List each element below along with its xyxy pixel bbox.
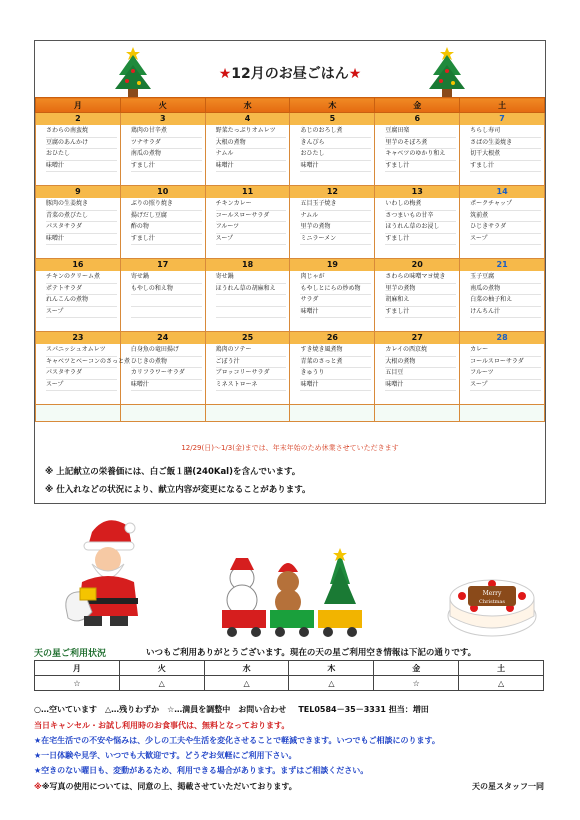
day-cell: [375, 259, 460, 332]
day-cell: [205, 186, 290, 259]
day-number: 12: [290, 186, 374, 198]
week-row: [36, 113, 545, 186]
menu-item: チキンカレー: [216, 199, 287, 211]
menu-item: 玉子豆腐: [470, 272, 541, 284]
menu-item: 味噌汁: [300, 380, 371, 392]
menu-item: さばの生姜焼き: [470, 138, 541, 150]
phone-number: TEL0584－35－3331: [298, 705, 386, 714]
availability-day: 金: [374, 661, 459, 676]
availability-day: 火: [119, 661, 204, 676]
day-number: 20: [375, 259, 459, 271]
day-number: 24: [121, 332, 205, 344]
menu-calendar: [35, 97, 545, 422]
menu-item: すき焼き風煮物: [300, 345, 371, 357]
menu-item: ひじきの煮物: [131, 357, 202, 369]
day-number: 23: [36, 332, 120, 344]
day-cell: [290, 113, 375, 186]
weekday-header: 金: [375, 98, 460, 113]
menu-item: パスタサラダ: [46, 368, 117, 380]
menu-item: 白身魚の竜田揚げ: [131, 345, 202, 357]
menu-item: チキンのクリーム煮: [46, 272, 117, 284]
day-cell: [290, 332, 375, 405]
week-row: [36, 332, 545, 405]
availability-mark: ☆: [374, 676, 459, 691]
info-line: 当日キャンセル・お試し利用時のお食事代は、無料となっております。: [34, 721, 290, 730]
menu-item: 豚肉の生姜焼き: [46, 199, 117, 211]
day-cell: [120, 259, 205, 332]
menu-item: [131, 295, 202, 307]
cake-text-line2: Christmas: [479, 599, 505, 605]
menu-item: 豆腐のあんかけ: [46, 138, 117, 150]
day-cell: [120, 186, 205, 259]
menu-item: 寄せ鍋: [216, 272, 287, 284]
day-number: 4: [206, 113, 290, 125]
menu-item: ツナサラダ: [131, 138, 202, 150]
day-number: 25: [206, 332, 290, 344]
menu-item: すまし汁: [385, 234, 456, 246]
menu-item: ひじきサラダ: [470, 222, 541, 234]
availability-title: 天の星ご利用状況: [34, 649, 107, 659]
availability-mark: △: [289, 676, 374, 691]
menu-item: 酢の物: [131, 222, 202, 234]
menu-item: けんちん汁: [470, 307, 541, 319]
menu-item: カリフラワーサラダ: [131, 368, 202, 380]
menu-item: 里芋の煮物: [385, 284, 456, 296]
empty-cell: [120, 405, 205, 422]
menu-item: 味噌汁: [46, 234, 117, 246]
day-cell: [36, 186, 121, 259]
availability-day: 月: [35, 661, 120, 676]
day-number: 11: [206, 186, 290, 198]
menu-item: 味噌汁: [385, 380, 456, 392]
day-number: 21: [460, 259, 544, 271]
menu-item: さわらの南蛮焼: [46, 126, 117, 138]
day-number: 13: [375, 186, 459, 198]
menu-item: 味噌汁: [300, 307, 371, 319]
menu-item: すまし汁: [131, 161, 202, 173]
menu-item: 白菜の柚子和え: [470, 295, 541, 307]
menu-item: 五目玉子焼き: [300, 199, 371, 211]
menu-item: スパニッシュオムレツ: [46, 345, 117, 357]
weekday-header: 水: [205, 98, 290, 113]
menu-item: スープ: [470, 234, 541, 246]
empty-week-row: [36, 405, 545, 422]
menu-item: 味噌汁: [216, 161, 287, 173]
availability-day: 土: [459, 661, 544, 676]
day-number: 26: [290, 332, 374, 344]
menu-item: 寄せ鍋: [131, 272, 202, 284]
menu-item: ブロッコリーサラダ: [216, 368, 287, 380]
menu-item: きんぴら: [300, 138, 371, 150]
menu-item: [216, 307, 287, 319]
menu-item: キャベツのゆかり和え: [385, 149, 456, 161]
menu-item: もやしの和え物: [131, 284, 202, 296]
day-number: 3: [121, 113, 205, 125]
menu-item: コールスローサラダ: [216, 211, 287, 223]
day-cell: [290, 186, 375, 259]
menu-item: 里芋のそぼろ煮: [385, 138, 456, 150]
menu-item: カレー: [470, 345, 541, 357]
menu-item: 鶏肉の甘辛煮: [131, 126, 202, 138]
availability-day: 水: [204, 661, 289, 676]
weekday-header: 月: [36, 98, 121, 113]
menu-item: きゅうり: [300, 368, 371, 380]
star-icon: ★: [348, 66, 362, 82]
day-cell: [205, 332, 290, 405]
menu-item: いわしの梅煮: [385, 199, 456, 211]
menu-item: おひたし: [300, 149, 371, 161]
menu-item: 味噌汁: [300, 161, 371, 173]
menu-item: すまし汁: [385, 307, 456, 319]
menu-item: [216, 295, 287, 307]
day-cell: [375, 332, 460, 405]
menu-item: 肉じゃが: [300, 272, 371, 284]
train-illustration: [218, 548, 368, 638]
weekday-header: 木: [290, 98, 375, 113]
legend-line: [34, 704, 544, 715]
menu-item: ほうれん草の胡麻和え: [216, 284, 287, 296]
day-cell: [36, 113, 121, 186]
menu-item: 鶏肉のソテー: [216, 345, 287, 357]
menu-title: [35, 63, 545, 83]
holiday-notice: 12/29(日)～1/3(金)までは、年末年始のため休業させていただきます: [181, 444, 399, 452]
menu-item: もやしとにらの炒め物: [300, 284, 371, 296]
menu-item: さわらの味噌マヨ焼き: [385, 272, 456, 284]
availability-mark: △: [459, 676, 544, 691]
cake-text-line1: Merry: [482, 590, 502, 597]
staff-signature: 天の星スタッフ一同: [472, 782, 544, 791]
star-icon: ★: [218, 66, 232, 82]
info-line: ★在宅生活での不安や悩みは、少しの工夫や生活を変化させることで軽減できます。いつでもご相談にのります。: [34, 736, 440, 745]
menu-item: 味噌汁: [46, 161, 117, 173]
day-number: 17: [121, 259, 205, 271]
menu-item: スープ: [46, 380, 117, 392]
day-cell: [205, 113, 290, 186]
menu-item: スープ: [46, 307, 117, 319]
menu-item: 大根の煮物: [216, 138, 287, 150]
menu-item: 南瓜の煮物: [131, 149, 202, 161]
availability-day: 木: [289, 661, 374, 676]
menu-item: ぶりの照り焼き: [131, 199, 202, 211]
day-number: 7: [460, 113, 544, 125]
empty-cell: [460, 405, 545, 422]
menu-item: 南瓜の煮物: [470, 284, 541, 296]
info-line: ★一日体験や見学、いつでも大歓迎です。どうぞお気軽にご利用下さい。: [34, 751, 297, 760]
note-line: ※ 仕入れなどの状況により、献立内容が変更になることがあります。: [45, 485, 311, 495]
menu-item: すまし汁: [385, 161, 456, 173]
menu-item: ちらし寿司: [470, 126, 541, 138]
christmas-cake-illustration: [444, 556, 540, 640]
day-cell: [290, 259, 375, 332]
availability-mark: △: [119, 676, 204, 691]
menu-item: 里芋の煮物: [300, 222, 371, 234]
menu-item: カレイの西京焼: [385, 345, 456, 357]
availability-message: いつもご利用ありがとうございます。現在の天の星ご利用空き情報は下記の通りです。: [146, 648, 477, 658]
empty-cell: [36, 405, 121, 422]
day-cell: [120, 113, 205, 186]
menu-item: さつまいもの甘辛: [385, 211, 456, 223]
menu-item: 野菜たっぷりオムレツ: [216, 126, 287, 138]
menu-item: あじのおろし煮: [300, 126, 371, 138]
menu-item: 揚げだし豆腐: [131, 211, 202, 223]
legend-text: ○…空いています △…残りわずか ☆…満員を調整中 お問い合わせ: [34, 705, 287, 714]
note-line: ※ 上記献立の栄養価には、白ご飯１膳(240Kal)を含んでいます。: [45, 467, 301, 477]
day-number: 14: [460, 186, 544, 198]
day-cell: [120, 332, 205, 405]
menu-item: コールスローサラダ: [470, 357, 541, 369]
menu-item: フルーツ: [216, 222, 287, 234]
empty-cell: [375, 405, 460, 422]
menu-item: フルーツ: [470, 368, 541, 380]
availability-table: [34, 660, 544, 691]
menu-item: ポテトサラダ: [46, 284, 117, 296]
menu-item: 青菜のさっと煮: [300, 357, 371, 369]
day-cell: [460, 186, 545, 259]
day-number: 5: [290, 113, 374, 125]
santa-illustration: [62, 512, 144, 632]
availability-mark: △: [204, 676, 289, 691]
day-number: 18: [206, 259, 290, 271]
menu-item: ミニラーメン: [300, 234, 371, 246]
menu-item: サラダ: [300, 295, 371, 307]
day-number: 2: [36, 113, 120, 125]
availability-mark: ☆: [35, 676, 120, 691]
menu-item: スープ: [216, 234, 287, 246]
day-cell: [460, 332, 545, 405]
menu-item: スープ: [470, 380, 541, 392]
day-number: 6: [375, 113, 459, 125]
day-number: 9: [36, 186, 120, 198]
menu-item: ごぼう汁: [216, 357, 287, 369]
menu-item: 五目豆: [385, 368, 456, 380]
menu-sheet: [34, 40, 546, 504]
week-row: [36, 259, 545, 332]
menu-item: 豆腐田楽: [385, 126, 456, 138]
menu-item: 青菜の煮びたし: [46, 211, 117, 223]
menu-item: 味噌汁: [131, 380, 202, 392]
info-line: ※※写真の使用については、同意の上、掲載させていただいております。: [34, 782, 297, 791]
menu-item: ナムル: [300, 211, 371, 223]
menu-item: ミネストローネ: [216, 380, 287, 392]
day-cell: [36, 259, 121, 332]
day-cell: [460, 259, 545, 332]
menu-title-text: 12月のお昼ごはん: [231, 66, 349, 82]
contact-person: 担当：増田: [388, 705, 429, 714]
day-cell: [36, 332, 131, 405]
menu-item: 胡麻和え: [385, 295, 456, 307]
weekday-header: 火: [120, 98, 205, 113]
week-row: [36, 186, 545, 259]
day-cell: [375, 186, 460, 259]
menu-item: ポークチャップ: [470, 199, 541, 211]
weekday-header: 土: [460, 98, 545, 113]
day-number: 16: [36, 259, 120, 271]
photo-notice: ※写真の使用については、同意の上、掲載させていただいております。: [41, 782, 297, 791]
empty-cell: [205, 405, 290, 422]
menu-item: すまし汁: [131, 234, 202, 246]
menu-item: ほうれん草のお浸し: [385, 222, 456, 234]
empty-cell: [290, 405, 375, 422]
menu-item: ナムル: [216, 149, 287, 161]
menu-item: すまし汁: [470, 161, 541, 173]
day-cell: [460, 113, 545, 186]
day-number: 10: [121, 186, 205, 198]
menu-item: パスタサラダ: [46, 222, 117, 234]
day-number: 27: [375, 332, 459, 344]
menu-item: 大根の煮物: [385, 357, 456, 369]
menu-item: 切干大根煮: [470, 149, 541, 161]
menu-item: [131, 307, 202, 319]
day-number: 19: [290, 259, 374, 271]
menu-item: おひたし: [46, 149, 117, 161]
day-number: 28: [460, 332, 544, 344]
day-cell: [205, 259, 290, 332]
menu-item: キャベツとベーコンのさっと煮: [46, 357, 117, 369]
day-cell: [375, 113, 460, 186]
menu-item: れんこんの煮物: [46, 295, 117, 307]
menu-item: 筑前煮: [470, 211, 541, 223]
info-line: ★空きのない曜日も、変動があるため、利用できる場合があります。まずはご相談ください。: [34, 766, 369, 775]
